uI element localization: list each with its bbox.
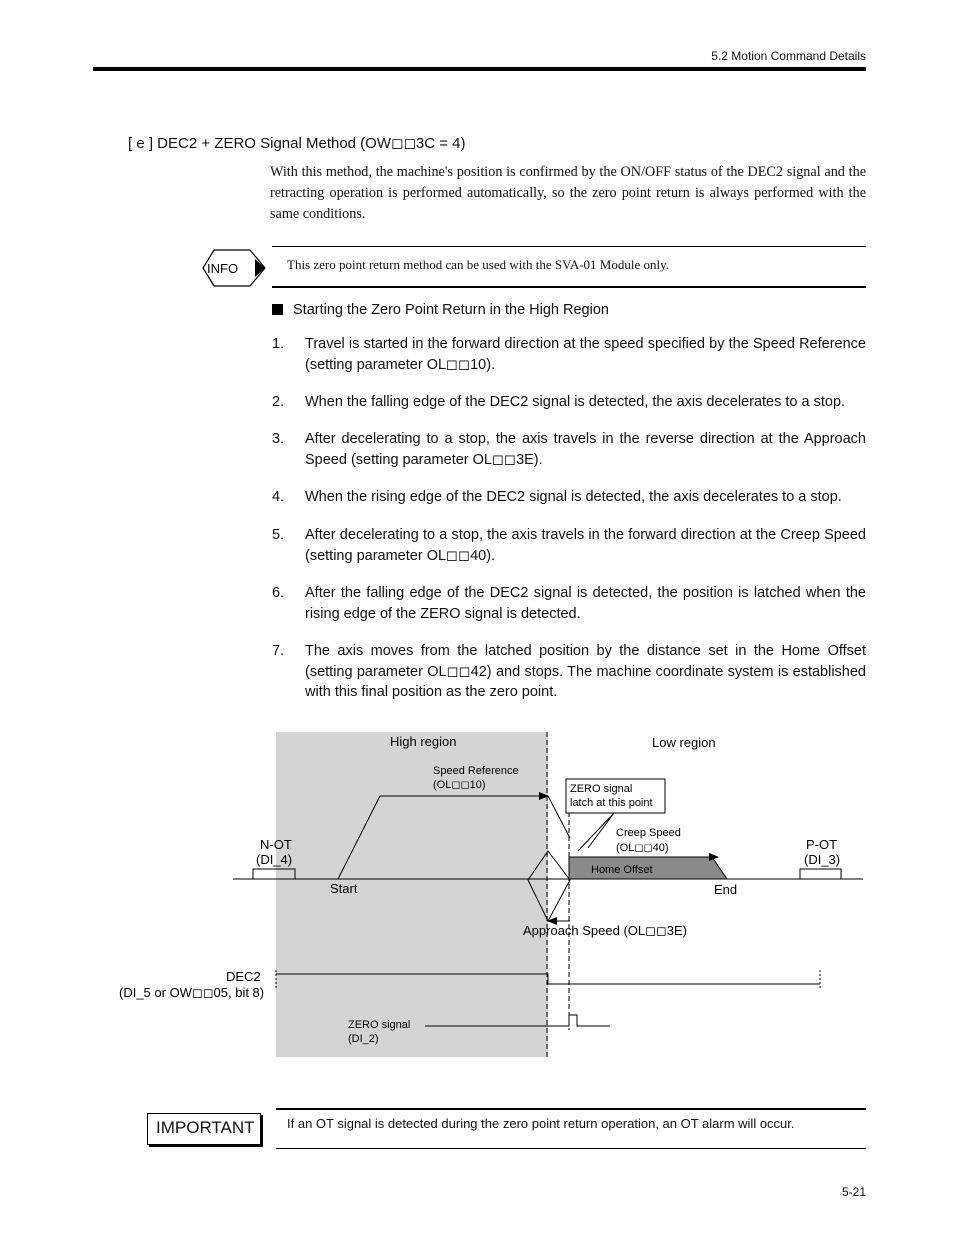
info-badge-icon [202,249,268,287]
step-number: 5. [272,527,285,543]
speed-ref-param: (OL◻◻10) [433,779,486,791]
dec2-source-label: (DI_5 or OW◻◻05, bit 8) [119,985,265,1000]
speed-ref-label: Speed Reference [433,765,519,777]
home-offset-label: Home Offset [591,864,653,876]
n-ot-label: N-OT [260,837,292,852]
sub-heading-text: Starting the Zero Point Return in the High Region [293,302,609,318]
step-text: When the rising edge of the DEC2 signal is detected, the axis decelerates to a stop. [305,489,842,505]
important-rule-bottom [276,1148,866,1149]
step-3 [272,429,866,470]
step-number: 7. [272,643,285,659]
low-region-label: Low region [652,735,716,750]
step-7 [272,641,866,703]
p-ot-label: P-OT [806,837,838,852]
step-text: After decelerating to a stop, the axis travels in the reverse direction at the Approach Speed (setting parameter OL◻◻3E). [305,431,866,468]
p-ot-signal: (DI_3) [804,852,841,867]
info-text: This zero point return method can be used with the SVA-01 Module only. [287,257,669,272]
info-rule-bottom [272,286,866,288]
creep-speed-label: Creep Speed [616,827,681,839]
zero-signal-source: (DI_2) [348,1033,379,1045]
step-number: 3. [272,431,285,447]
important-rule-top [276,1108,866,1110]
header-rule [93,67,866,71]
step-5 [272,525,866,566]
step-text: After decelerating to a stop, the axis travels in the forward direction at the Creep Speed (setting parameter OL◻◻40). [305,527,866,564]
step-number: 4. [272,489,285,505]
zero-return-timing-diagram [0,700,954,1070]
approach-speed-label: Approach Speed (OL◻◻3E) [523,923,687,938]
step-2 [272,392,866,413]
step-text: When the falling edge of the DEC2 signal is detected, the axis decelerates to a stop. [305,394,846,410]
step-number: 2. [272,394,285,410]
step-6 [272,583,866,624]
high-region-area [276,732,548,1057]
section-title: [ e ] DEC2 + ZERO Signal Method (OW◻◻3C = 4) [128,135,466,152]
zero-latch-label-2: latch at this point [570,797,653,809]
sub-heading [272,302,609,318]
step-number: 6. [272,585,285,601]
n-ot-signal: (DI_4) [256,852,293,867]
end-label: End [714,882,738,897]
step-4 [272,487,866,508]
zero-latch-leader [578,813,614,851]
step-1 [272,334,866,375]
creep-speed-param: (OL◻◻40) [616,842,669,854]
intro-paragraph: With this method, the machine's position is confirmed by the ON/OFF status of the DEC2 signal and the retracting operation is performed automatically, so the zero point return is always performed with the same conditions. [270,164,866,222]
important-text: If an OT signal is detected during the zero point return operation, an OT alarm will occur. [287,1116,795,1131]
zero-latch-leader-2 [588,813,614,848]
important-label: IMPORTANT [156,1118,255,1137]
page-number: 5-21 [841,1185,866,1199]
high-region-label: High region [390,734,457,749]
start-label: Start [330,881,358,896]
running-header: 5.2 Motion Command Details [711,49,866,63]
step-number: 1. [272,336,285,352]
info-rule-top [272,246,866,247]
step-text: Travel is started in the forward direction at the speed specified by the Speed Reference (setting parameter OL◻◻10). [305,336,866,373]
p-ot-marker [800,869,841,879]
zero-latch-label: ZERO signal [570,783,633,795]
step-text: The axis moves from the latched position by the distance set in the Home Offset (setting parameter OL◻◻42) and stops. The machine coordinate system is established with this final position as the zero point. [305,643,866,700]
zero-signal-label: ZERO signal [348,1019,411,1031]
step-text: After the falling edge of the DEC2 signal is detected, the position is latched when the rising edge of the ZERO signal is detected. [305,585,866,622]
dec2-label: DEC2 [226,969,261,984]
info-badge-label: INFO [207,261,239,276]
square-bullet-icon [272,304,283,315]
